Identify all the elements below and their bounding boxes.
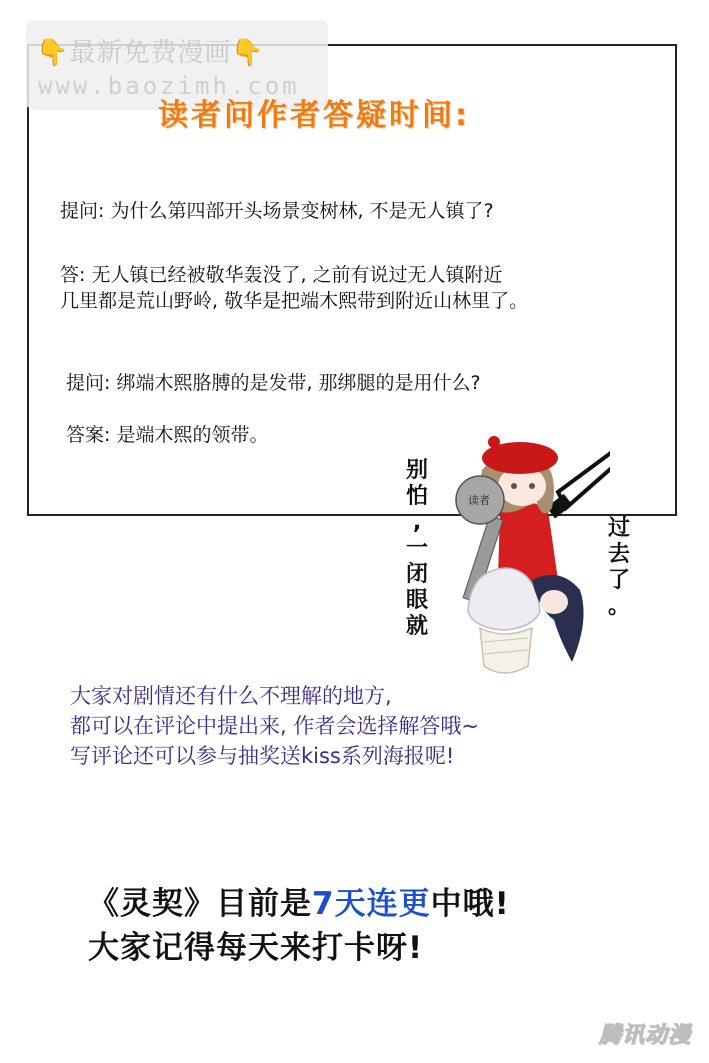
pointing-hand-icon: 👇 (36, 38, 70, 68)
promo-line-1: 《灵契》目前是7天连更中哦! (88, 886, 510, 922)
watermark-url: www.baozimh.com (38, 72, 300, 100)
answer-1-line-2: 几里都是荒山野岭, 敬华是把端木熙带到附近山林里了。 (60, 290, 529, 312)
chibi-characters-icon (440, 430, 610, 680)
chibi-illustration (440, 430, 610, 680)
update-highlight: 7天连更 (312, 886, 431, 922)
right-vertical-text: 过 去 了 。 (607, 516, 630, 619)
promo-line-2: 大家记得每天来打卡呀! (88, 930, 424, 966)
answer-1-line-1: 答: 无人镇已经被敬华轰没了, 之前有说过无人镇附近 (60, 264, 503, 286)
qa-title: 读者问作者答疑时间: (158, 98, 470, 133)
question-2: 提问: 绑端木熙胳膊的是发带, 那绑腿的是用什么? (66, 372, 481, 394)
hammer-label: 读者 (468, 494, 490, 507)
notice-line-2: 都可以在评论中提出来, 作者会选择解答哦~ (70, 714, 479, 738)
watermark-title: 👇最新免费漫画👇 (36, 38, 265, 68)
notice-line-1: 大家对剧情还有什么不理解的地方, (70, 684, 392, 708)
pointing-hand-icon: 👇 (231, 38, 265, 68)
question-1: 提问: 为什么第四部开头场景变树林, 不是无人镇了? (60, 200, 494, 222)
brand-logo: 腾讯动漫 (598, 1023, 691, 1048)
answer-2: 答案: 是端木熙的领带。 (66, 424, 269, 446)
left-vertical-text: 别 怕 , 一 闭 眼 就 (405, 458, 428, 639)
notice-line-3: 写评论还可以参与抽奖送kiss系列海报呢! (70, 744, 455, 768)
